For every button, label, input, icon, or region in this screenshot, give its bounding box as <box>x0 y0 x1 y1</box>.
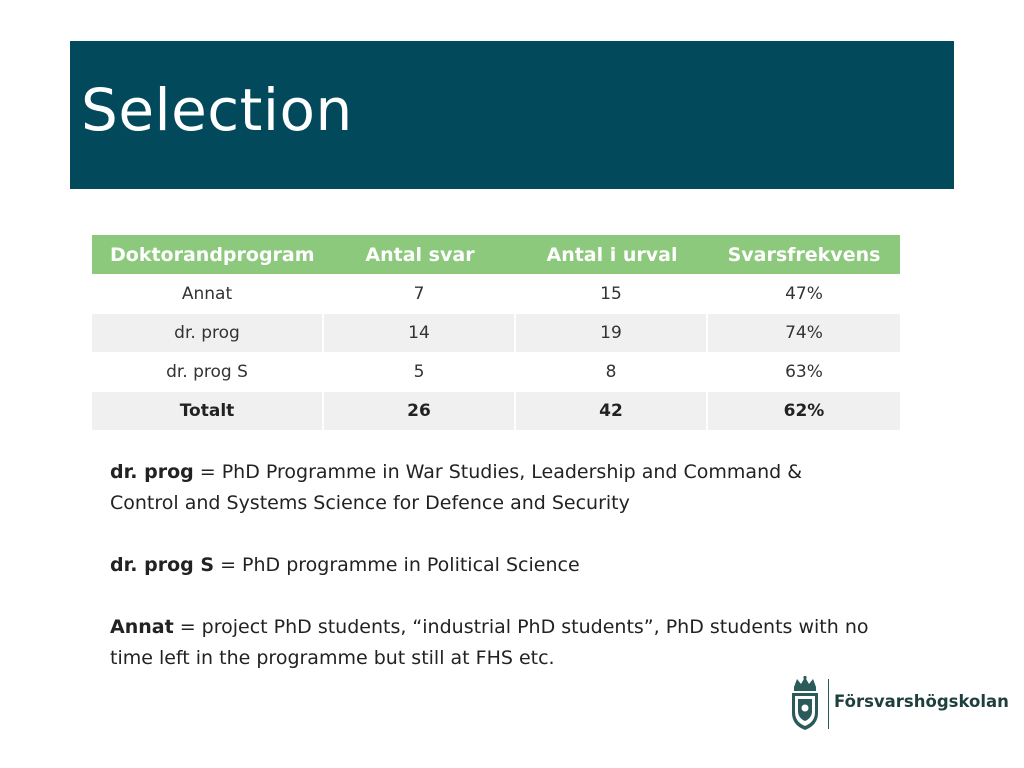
title-banner <box>70 41 954 189</box>
column-header-responses: Antal svar <box>324 235 516 274</box>
cell-responses: 7 <box>324 274 516 313</box>
column-header-rate: Svarsfrekvens <box>708 235 900 274</box>
table-row <box>92 352 900 391</box>
logo-divider <box>828 679 829 729</box>
definition-dr-prog <box>110 457 870 519</box>
table-header-row <box>92 235 900 274</box>
definition-text: = PhD programme in Political Science <box>214 554 580 576</box>
cell-rate: 74% <box>708 313 900 352</box>
fhs-logo <box>788 675 1009 731</box>
cell-sample: 19 <box>516 313 708 352</box>
logo-text: Försvarshögskolan <box>834 692 1009 711</box>
cell-rate: 63% <box>708 352 900 391</box>
slide-title: Selection <box>81 76 353 144</box>
table-row <box>92 274 900 313</box>
cell-program: Annat <box>92 274 324 313</box>
cell-sample: 42 <box>516 391 708 430</box>
cell-responses: 26 <box>324 391 516 430</box>
definition-term: dr. prog S <box>110 554 215 576</box>
cell-sample: 15 <box>516 274 708 313</box>
cell-responses: 14 <box>324 313 516 352</box>
table-row <box>92 313 900 352</box>
cell-sample: 8 <box>516 352 708 391</box>
definition-annat <box>110 612 870 674</box>
cell-rate: 62% <box>708 391 900 430</box>
cell-program: Totalt <box>92 391 324 430</box>
definitions-block <box>110 457 870 674</box>
column-header-sample: Antal i urval <box>516 235 708 274</box>
definition-text: = PhD Programme in War Studies, Leadership and Command & Control and Systems Science for Defence and Security <box>110 461 803 514</box>
cell-program: dr. prog <box>92 313 324 352</box>
crest-icon <box>788 675 822 731</box>
cell-program: dr. prog S <box>92 352 324 391</box>
definition-text: = project PhD students, “industrial PhD students”, PhD students with no time left in the programme but still at FHS etc. <box>110 616 869 669</box>
cell-rate: 47% <box>708 274 900 313</box>
column-header-program: Doktorandprogram <box>92 235 324 274</box>
definition-term: Annat <box>110 616 174 638</box>
cell-responses: 5 <box>324 352 516 391</box>
definition-dr-prog-s <box>110 550 870 581</box>
selection-table <box>92 235 900 430</box>
table-total-row <box>92 391 900 430</box>
definition-term: dr. prog <box>110 461 194 483</box>
